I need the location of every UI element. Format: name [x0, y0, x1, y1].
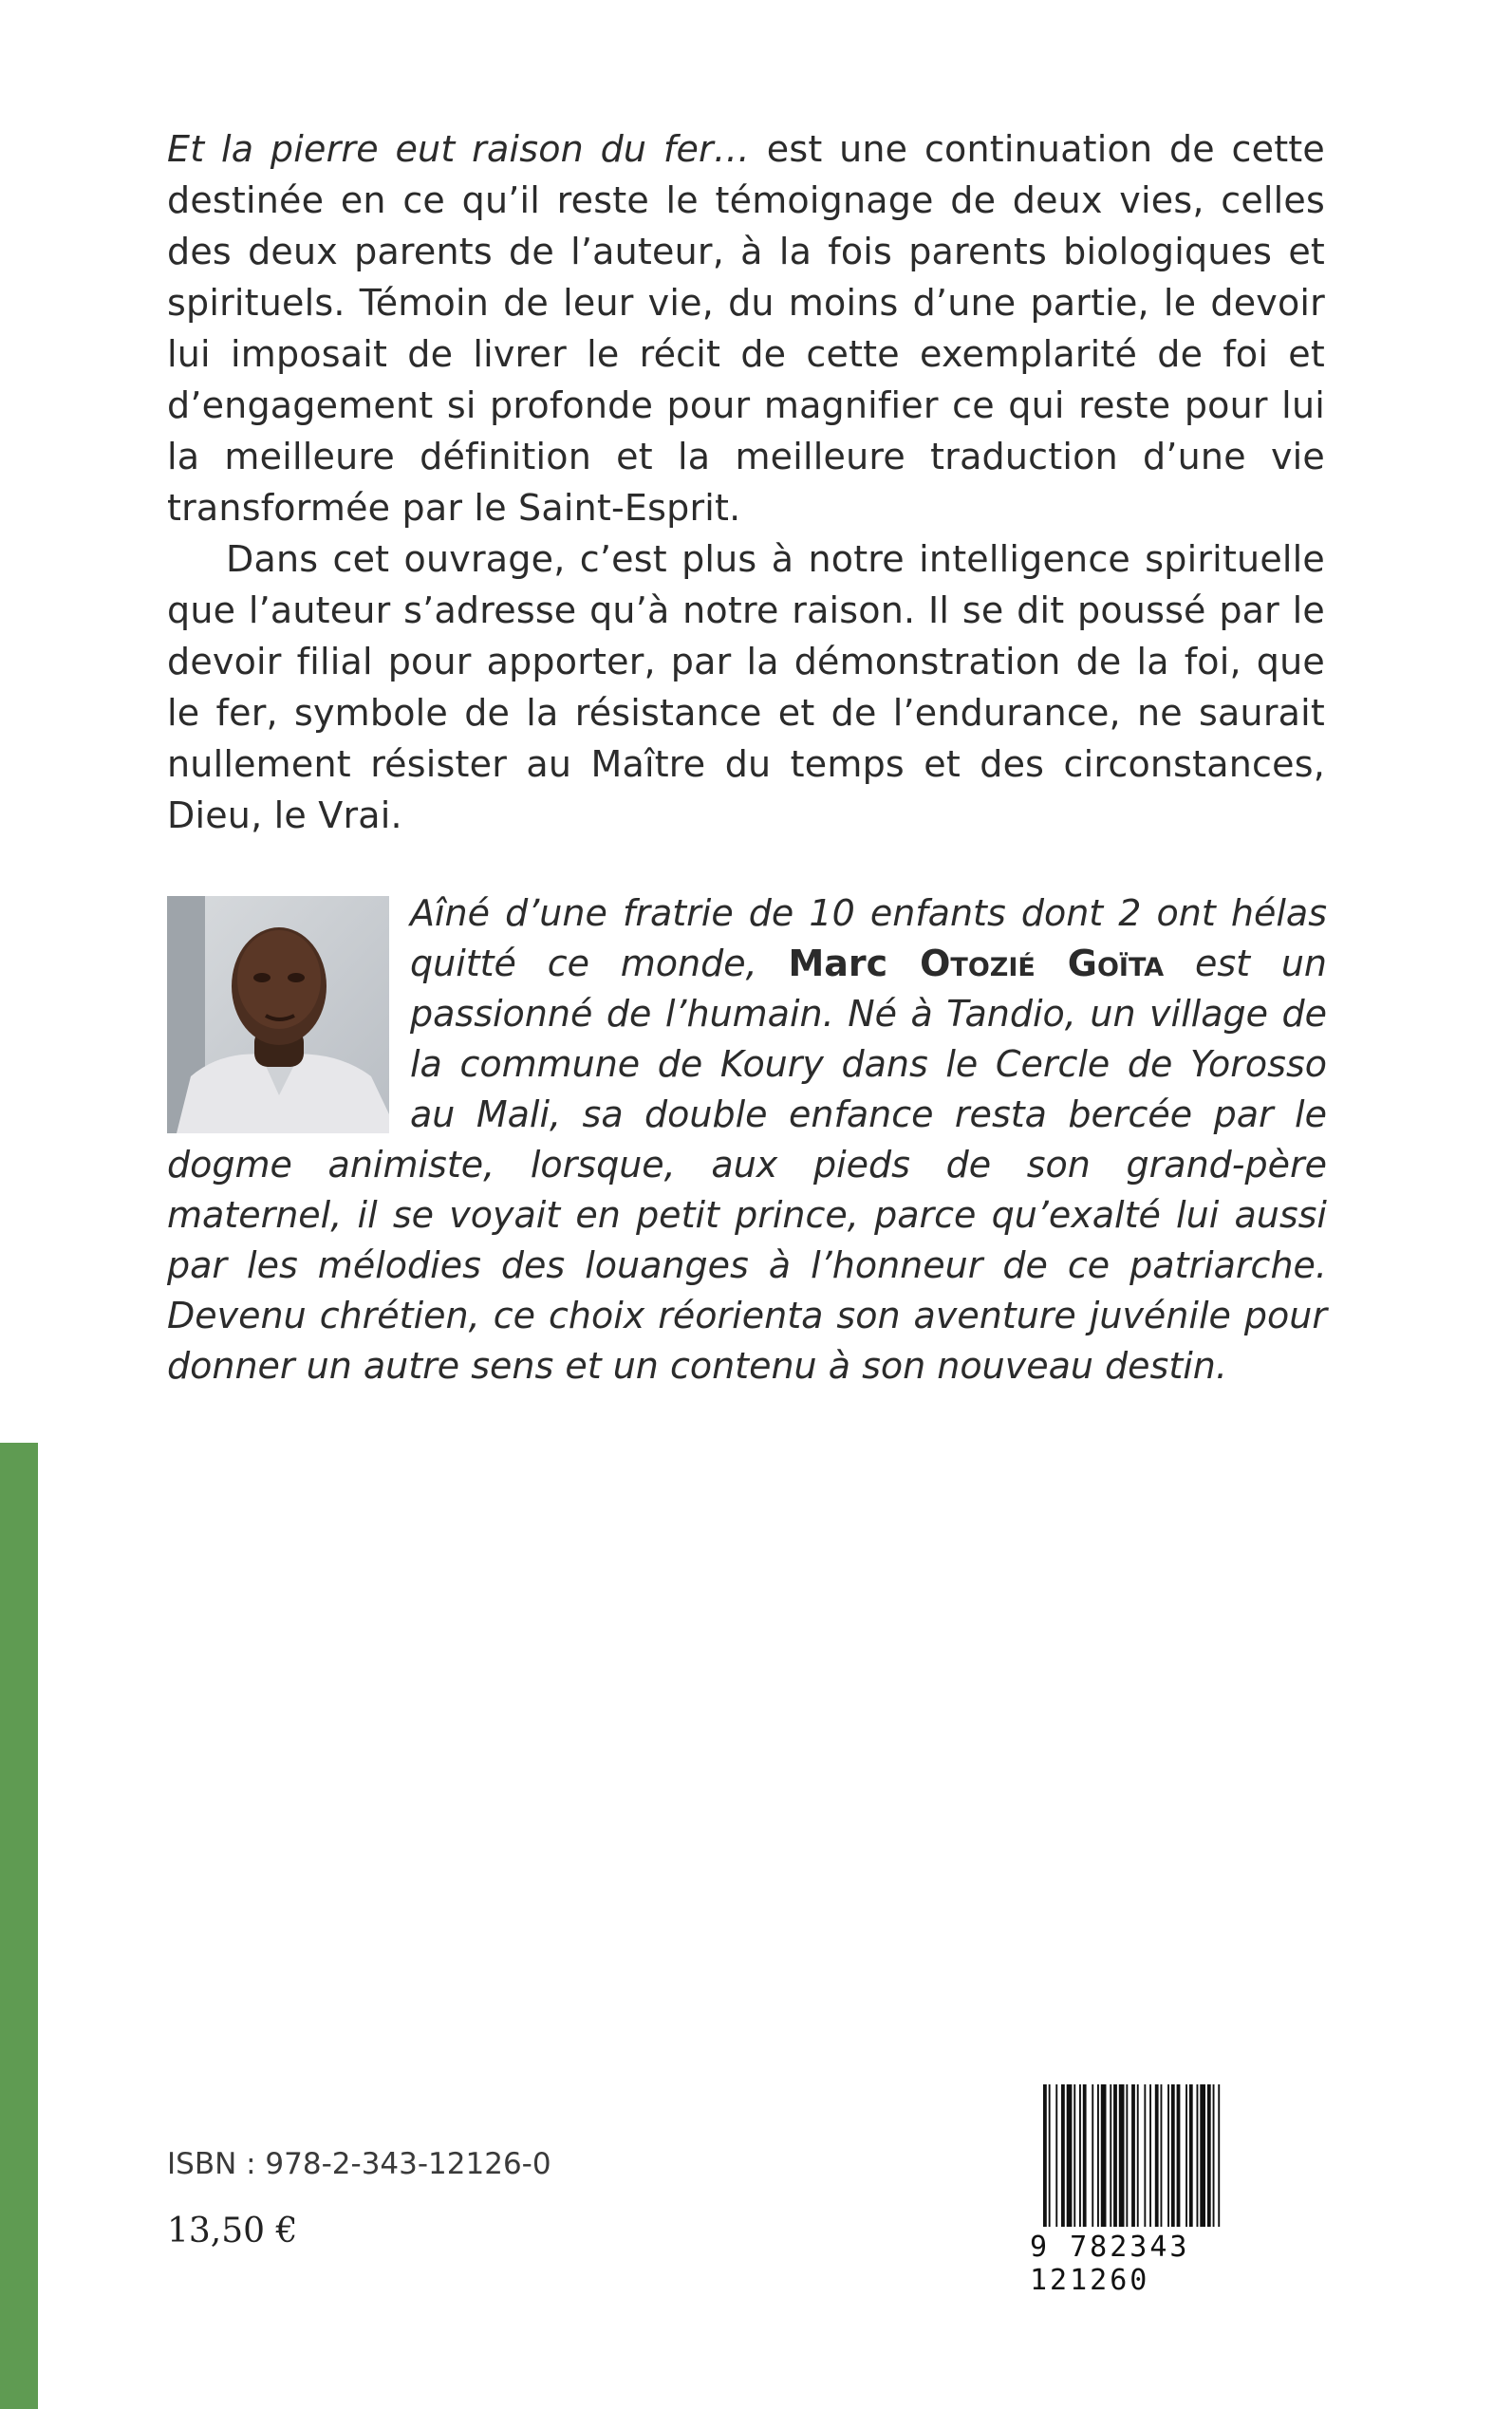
barcode-digits: 9 782343 121260	[1030, 2231, 1190, 2297]
barcode-bar	[1137, 2084, 1139, 2227]
barcode-bar	[1119, 2084, 1125, 2227]
barcode-bar	[1171, 2084, 1175, 2227]
barcode-bar	[1101, 2084, 1107, 2227]
barcode-bar	[1197, 2084, 1199, 2227]
author-last-name: Otozié Goïta	[920, 943, 1165, 984]
barcode-bar	[1218, 2084, 1220, 2227]
barcode-bar	[1113, 2084, 1117, 2227]
barcode-bar	[1067, 2084, 1073, 2227]
bio-text-start: Aîné d’une fratrie de 10 enfants dont 2 ont hélas quitté ce monde,	[410, 892, 1327, 984]
bio-text-end: est un passionné de l’humain. Né à Tandio, un village de la commune de Koury dans le Cercle de Yorosso au Mali, sa double enfance resta bercée par le dogme animiste, lorsque, aux pieds de son grand-père maternel, il se voyait en petit prince, parce qu’exalté lui aussi par les mélodies des louanges à l’honneur de ce patriarche. Devenu chrétien, ce choix réorienta son aventure juvénile pour donner un autre sens et un contenu à son nouveau destin.	[167, 943, 1327, 1387]
author-name	[788, 943, 1164, 984]
barcode-bar	[1126, 2084, 1128, 2227]
barcode-bar	[1110, 2084, 1111, 2227]
barcode-bar	[1043, 2084, 1047, 2227]
barcode-bar	[1073, 2084, 1075, 2227]
barcode-bar	[1144, 2084, 1146, 2227]
barcode-bar	[1213, 2084, 1215, 2227]
summary-paragraph-2: Dans cet ouvrage, c’est plus à notre intelligence spirituelle que l’auteur s’adresse qu’à notre raison. Il se dit poussé par le devoir filial pour apporter, par la démonstration de la foi, que le fer, symbole de la résistance et de l’endurance, ne saurait nullement résister au Maître du temps et des circonstances, Dieu, le Vrai.	[167, 538, 1325, 836]
author-first-name: Marc	[788, 943, 921, 984]
barcode-bar	[1131, 2084, 1135, 2227]
barcode-bars	[1030, 2084, 1320, 2227]
barcode-bar	[1079, 2084, 1081, 2227]
barcode-bar	[1207, 2084, 1211, 2227]
barcode-bar	[1097, 2084, 1099, 2227]
barcode-bar	[1200, 2084, 1205, 2227]
barcode-bar	[1083, 2084, 1087, 2227]
price-label: 13,50 €	[167, 2212, 298, 2250]
barcode-bar	[1049, 2084, 1051, 2227]
barcode-bar	[1055, 2084, 1057, 2227]
barcode-bar	[1155, 2084, 1159, 2227]
author-bio	[167, 888, 1327, 1391]
green-side-band	[0, 1443, 38, 2409]
isbn-label: ISBN : 978-2-343-12126-0	[167, 2147, 551, 2181]
barcode-bar	[1185, 2084, 1187, 2227]
barcode-bar	[1177, 2084, 1181, 2227]
barcode-bar	[1167, 2084, 1169, 2227]
photo-text-wrap-gap	[167, 888, 410, 1135]
barcode-bar	[1061, 2084, 1065, 2227]
barcode-bar	[1092, 2084, 1093, 2227]
summary-paragraph-1	[167, 123, 1325, 533]
barcode-bar	[1149, 2084, 1151, 2227]
barcode-bar	[1189, 2084, 1193, 2227]
book-title-italic: Et la pierre eut raison du fer…	[167, 128, 751, 170]
barcode-bar	[1161, 2084, 1163, 2227]
summary-paragraph-1-text: est une continuation de cette destinée en ce qu’il reste le témoignage de deux vies, celles des deux parents de l’auteur, à la fois parents biologiques et spirituels. Témoin de leur vie, du moins d’une partie, le devoir lui imposait de livrer le récit de cette exemplarité de foi et d’engagement si profonde pour magnifier ce qui reste pour lui la meilleure définition et la meilleure traduction d’une vie transformée par le Saint-Esprit.	[167, 128, 1325, 529]
